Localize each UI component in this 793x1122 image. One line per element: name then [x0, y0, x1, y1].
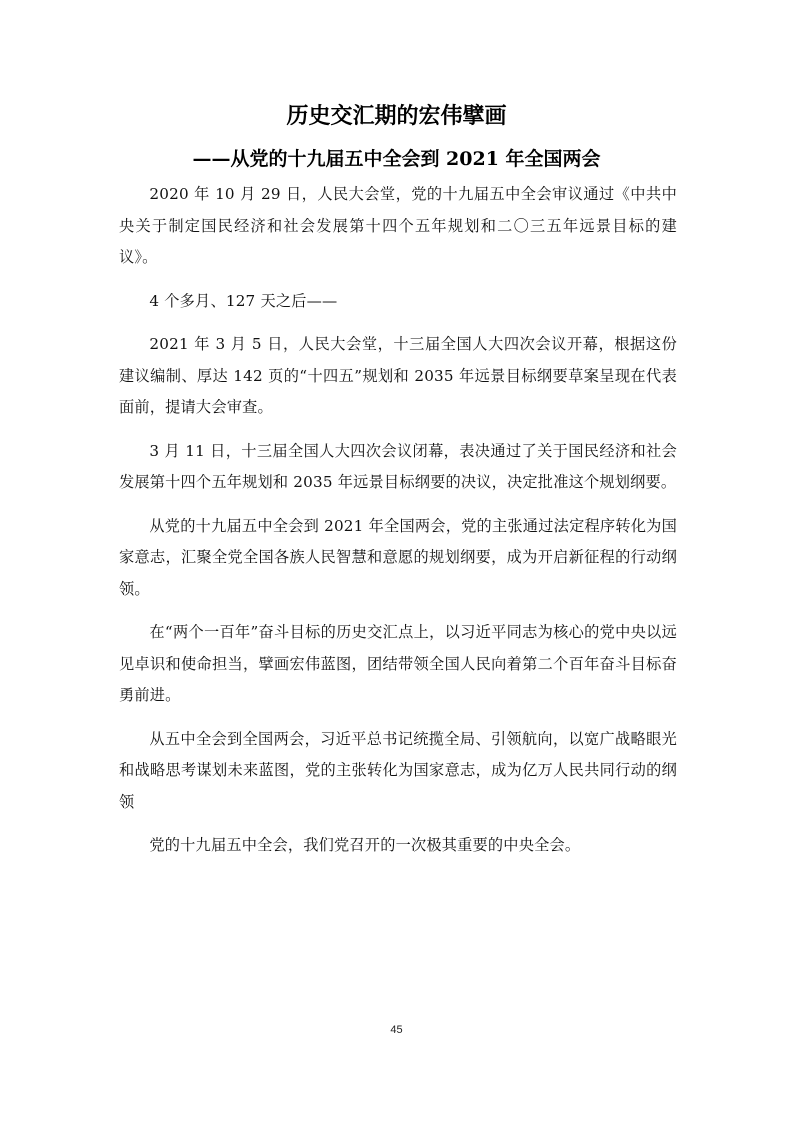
- paragraph: 4 个多月、127 天之后——: [149, 291, 338, 310]
- paragraph: 3 月 11 日，十三届全国人大四次会议闭幕，表决通过了关于国民经济和社会发展第十四个五年规划和 2035 年远景目标纲要的决议，决定批准这个规划纲要。: [119, 441, 677, 491]
- paragraph: 从党的十九届五中全会到 2021 年全国两会，党的主张通过法定程序转化为国家意志，汇聚全党全国各族人民智慧和意愿的规划纲要，成为开启新征程的行动纲领。: [119, 516, 677, 598]
- page-title: 历史交汇期的宏伟擘画: [286, 103, 507, 129]
- paragraph: 从五中全会到全国两会，习近平总书记统揽全局、引领航向，以宽广战略眼光和战略思考谋划未来蓝图，党的主张转化为国家意志，成为亿万人民共同行动的纲领: [119, 729, 677, 811]
- paragraph: 2021 年 3 月 5 日，人民大会堂，十三届全国人大四次会议开幕，根据这份建议编制、厚达 142 页的“十四五”规划和 2035 年远景目标纲要草案呈现在代表面前，提请大会审查。: [119, 335, 677, 416]
- page-number: 45: [390, 1024, 403, 1036]
- article-body: [119, 179, 677, 874]
- paragraph: 2020 年 10 月 29 日，人民大会堂，党的十九届五中全会审议通过《中共中央关于制定国民经济和社会发展第十四个五年规划和二〇三五年远景目标的建议》。: [119, 185, 677, 266]
- paragraph: 在“两个一百年”奋斗目标的历史交汇点上，以习近平同志为核心的党中央以远见卓识和使命担当，擘画宏伟蓝图，团结带领全国人民向着第二个百年奋斗目标奋勇前进。: [119, 623, 677, 704]
- paragraph: 党的十九届五中全会，我们党召开的一次极其重要的中央全会。: [149, 836, 581, 854]
- page-subtitle: ——从党的十九届五中全会到 2021 年全国两会: [192, 148, 601, 170]
